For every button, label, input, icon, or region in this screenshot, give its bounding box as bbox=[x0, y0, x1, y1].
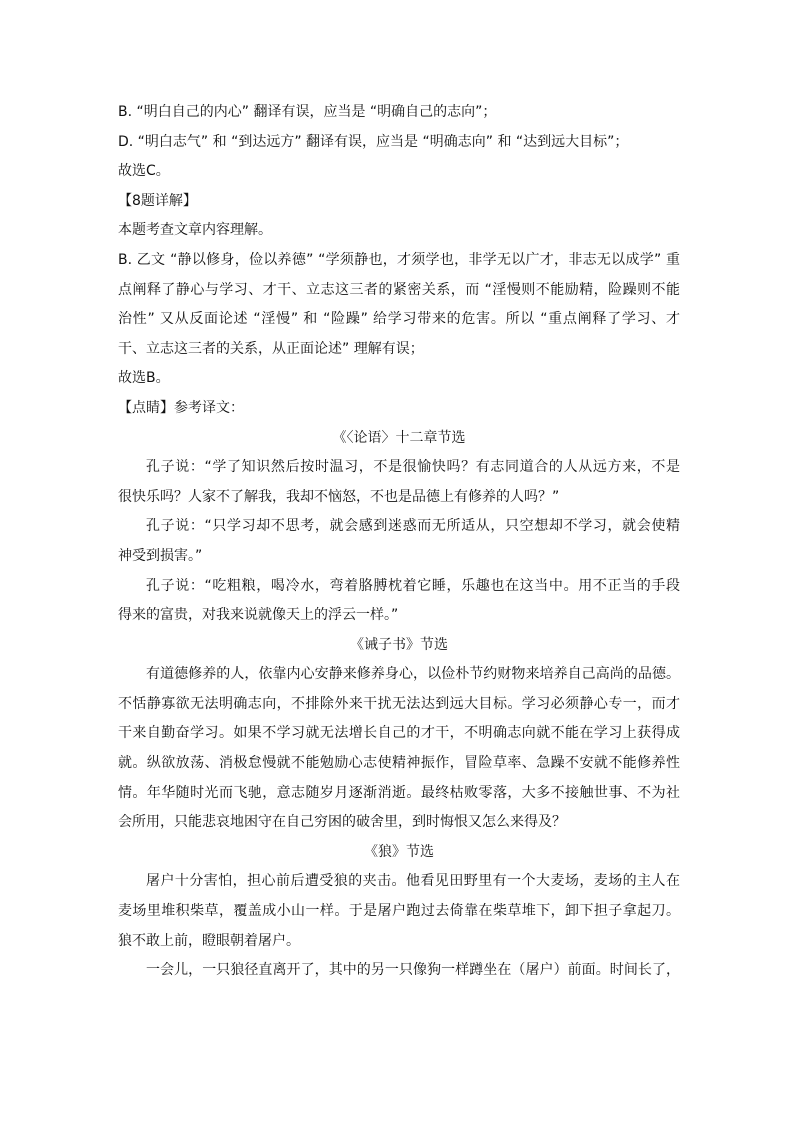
question-8-analysis-line: 干、立志这三者的关系，从正面论述” 理解有误； bbox=[118, 340, 424, 357]
paragraph-line: 有道德修养的人，依靠内心安静来修养身心，以俭朴节约财物来培养自己高尚的品德。 bbox=[146, 666, 680, 683]
paragraph-line: 屠户十分害怕，担心前后遭受狼的夹击。他看见田野里有一个大麦场，麦场的主人在 bbox=[146, 873, 680, 890]
answer-b-note: B. “明白自己的内心” 翻译有误，应当是 “明确自己的志向”； bbox=[118, 104, 497, 120]
paragraph-line: 孔子说：“吃粗粮，喝冷水，弯着胳膊枕着它睡，乐趣也在这当中。用不正当的手段 bbox=[146, 577, 680, 594]
question-8-heading: 【8题详解】 bbox=[118, 192, 197, 209]
section-title-lang: 《狼》节选 bbox=[364, 843, 434, 860]
paragraph-line: 孔子说：“只学习却不思考，就会感到迷惑而无所适从，只空想却不学习，就会使精 bbox=[146, 518, 680, 535]
paragraph-line: 不恬静寡欲无法明确志向，不排除外来干扰无法达到远大目标。学习必须静心专一，而才 bbox=[118, 695, 680, 712]
paragraph-line: 干来自勤奋学习。如果不学习就无法增长自己的才干，不明确志向就不能在学习上获得成 bbox=[118, 725, 680, 742]
paragraph-line: 就。纵欲放荡、消极怠慢就不能勉励心志使精神振作，冒险草率、急躁不安就不能修养性 bbox=[118, 755, 680, 772]
paragraph-line: 神受到损害。” bbox=[118, 547, 203, 564]
translation-heading: 【点睛】参考译文： bbox=[118, 399, 244, 416]
paragraph-line: 孔子说：“学了知识然后按时温习，不是很愉快吗？有志同道合的人从远方来，不是 bbox=[146, 459, 680, 476]
paragraph-line: 会所用，只能悲哀地困守在自己穷困的破舍里，到时悔恨又怎么来得及？ bbox=[118, 814, 566, 831]
section-title-jiezishu: 《诫子书》节选 bbox=[350, 636, 448, 653]
question-8-analysis-line: B. 乙文 “静以修身，俭以养德” “学须静也，才须学也，非学无以广才，非志无以成学” 重 bbox=[118, 251, 680, 268]
paragraph-line: 麦场里堆积柴草，覆盖成小山一样。于是屠户跑过去倚靠在柴草堆下，卸下担子拿起刀。 bbox=[118, 903, 680, 920]
answer-choice: 故选C。 bbox=[118, 163, 170, 180]
question-8-analysis-line: 治性” 又从反面论述 “淫慢” 和 “险躁” 给学习带来的危害。所以 “重点阐释了学习、才 bbox=[118, 311, 680, 328]
section-title-lunyu: 《〈论语〉十二章节选 bbox=[332, 429, 466, 446]
document-page bbox=[118, 98, 680, 986]
paragraph-line: 狼不敢上前，瞪眼朝着屠户。 bbox=[118, 932, 300, 949]
answer-d-note: D. “明白志气” 和 “到达远方” 翻译有误，应当是 “明确志向” 和 “达到远大目标”； bbox=[118, 133, 629, 150]
answer-choice: 故选B。 bbox=[118, 370, 170, 387]
question-8-intro: 本题考查文章内容理解。 bbox=[118, 222, 272, 239]
question-8-analysis-line: 点阐释了静心与学习、才干、立志这三者的紧密关系，而 “淫慢则不能励精，险躁则不能 bbox=[118, 281, 680, 298]
paragraph-line: 一会儿，一只狼径直离开了，其中的另一只像狗一样蹲坐在（屠户）前面。时间长了， bbox=[146, 962, 680, 979]
paragraph-line: 得来的富贵，对我来说就像天上的浮云一样。” bbox=[118, 607, 399, 624]
paragraph-line: 很快乐吗？人家不了解我，我却不恼怒，不也是品德上有修养的人吗？” bbox=[118, 488, 560, 505]
paragraph-line: 情。年华随时光而飞驰，意志随岁月逐渐消逝。最终枯败零落，大多不接触世事、不为社 bbox=[118, 784, 680, 801]
